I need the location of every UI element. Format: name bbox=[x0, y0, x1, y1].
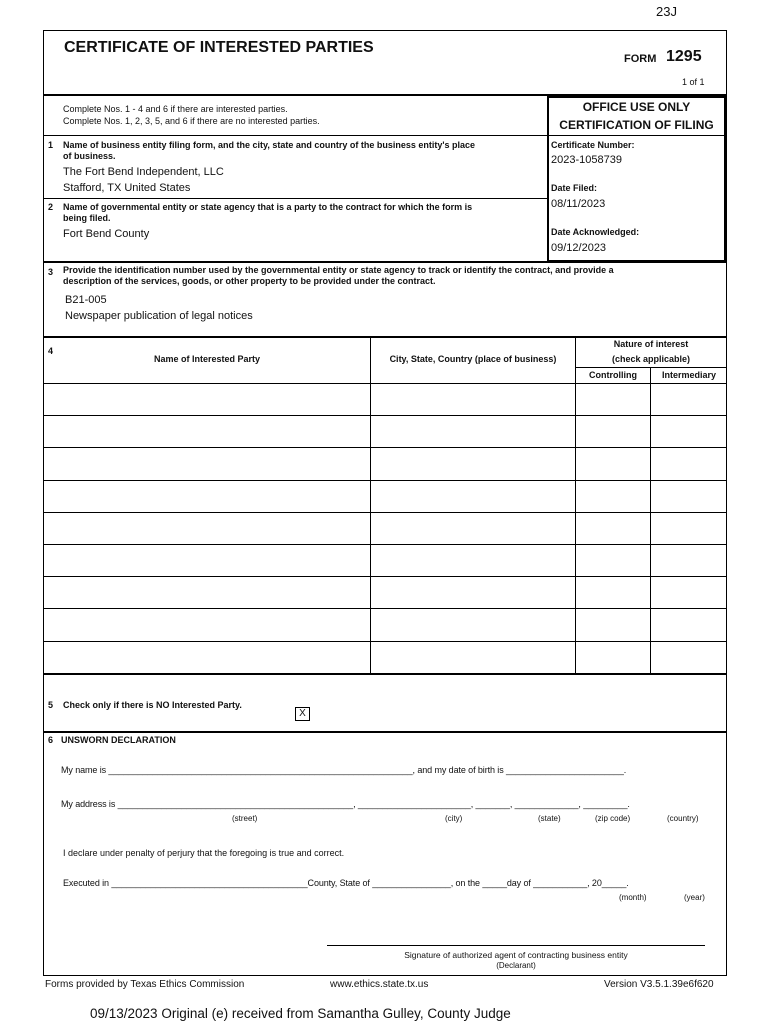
cert-number-label: Certificate Number: bbox=[551, 140, 635, 150]
date-filed-value: 08/11/2023 bbox=[551, 198, 606, 210]
table-row-line bbox=[43, 383, 727, 384]
governmental-entity-name: Fort Bend County bbox=[63, 228, 150, 240]
business-entity-name: The Fort Bend Independent, LLC bbox=[63, 166, 224, 178]
section5-divider bbox=[43, 731, 727, 733]
section3-divider bbox=[43, 336, 727, 338]
sub-year: (year) bbox=[684, 893, 705, 902]
col-header-location: City, State, Country (place of business) bbox=[389, 354, 557, 364]
date-ack-label: Date Acknowledged: bbox=[551, 227, 640, 237]
declaration-text: I declare under penalty of perjury that the foregoing is true and correct. bbox=[63, 848, 345, 858]
col-header-name: Name of Interested Party bbox=[153, 354, 261, 364]
contract-description: Newspaper publication of legal notices bbox=[65, 310, 253, 322]
nature-subheader-line bbox=[575, 367, 727, 368]
section2-number: 2 bbox=[48, 202, 54, 212]
section5-label: Check only if there is NO Interested Party. bbox=[63, 700, 242, 710]
date-ack-value: 09/12/2023 bbox=[551, 242, 607, 254]
office-use-title: OFFICE USE ONLY bbox=[582, 100, 691, 114]
table-row-line bbox=[43, 512, 727, 513]
col-header-intermediary: Intermediary bbox=[661, 370, 717, 380]
form-number: 1295 bbox=[666, 48, 702, 65]
section4-number: 4 bbox=[48, 346, 54, 356]
signature-line bbox=[327, 945, 705, 946]
table-row-line bbox=[43, 415, 727, 416]
sub-month: (month) bbox=[619, 893, 647, 902]
declarant-label: (Declarant) bbox=[496, 961, 536, 970]
section1-divider bbox=[43, 198, 548, 199]
section3-label-a: Provide the identification number used by the governmental entity or state agency to track or identify the contract, and provide a bbox=[63, 265, 614, 275]
sub-city: (city) bbox=[445, 814, 463, 823]
section5-number: 5 bbox=[48, 700, 54, 710]
business-entity-location: Stafford, TX United States bbox=[63, 182, 191, 194]
table-row-line bbox=[43, 608, 727, 609]
instructions-divider bbox=[43, 135, 548, 136]
section3-number: 3 bbox=[48, 267, 54, 277]
form-label: FORM bbox=[624, 53, 657, 65]
certification-title: CERTIFICATION OF FILING bbox=[559, 118, 714, 132]
col-header-controlling: Controlling bbox=[589, 370, 637, 380]
office-use-divider bbox=[547, 135, 726, 136]
signature-label: Signature of authorized agent of contracting business entity bbox=[404, 950, 628, 960]
col-header-nature-sub: (check applicable) bbox=[611, 354, 691, 364]
executed-line[interactable]: Executed in ________________________________________County, State of ________________, on the _____day of ___________, 20_____. bbox=[63, 878, 629, 888]
table-bottom bbox=[43, 673, 727, 675]
table-vline-3 bbox=[650, 367, 651, 674]
address-line[interactable]: My address is ________________________________________________, _______________________, _______, _____________, _________. bbox=[61, 799, 630, 809]
section2-divider bbox=[43, 261, 727, 263]
page-count: 1 of 1 bbox=[682, 77, 705, 87]
section2-label-b: being filed. bbox=[63, 213, 111, 223]
no-interested-party-checkbox[interactable]: X bbox=[295, 707, 310, 721]
received-note: 09/13/2023 Original (e) received from Samantha Gulley, County Judge bbox=[90, 1006, 511, 1021]
table-vline-2 bbox=[575, 336, 576, 674]
cert-number-value: 2023-1058739 bbox=[551, 154, 622, 166]
stamp-top: 23J bbox=[656, 4, 677, 19]
section6-label: UNSWORN DECLARATION bbox=[61, 735, 176, 745]
section1-label-b: of business. bbox=[63, 151, 116, 161]
instructions-line1: Complete Nos. 1 - 4 and 6 if there are interested parties. bbox=[63, 104, 288, 114]
sub-street: (street) bbox=[232, 814, 258, 823]
footer-website[interactable]: www.ethics.state.tx.us bbox=[330, 979, 429, 990]
table-row-line bbox=[43, 576, 727, 577]
instructions-line2: Complete Nos. 1, 2, 3, 5, and 6 if there are no interested parties. bbox=[63, 116, 320, 126]
date-filed-label: Date Filed: bbox=[551, 183, 598, 193]
footer-version: Version V3.5.1.39e6f620 bbox=[604, 979, 714, 990]
table-row-line bbox=[43, 544, 727, 545]
section2-label-a: Name of governmental entity or state agency that is a party to the contract for which the form is bbox=[63, 202, 473, 212]
section1-label-a: Name of business entity filing form, and the city, state and country of the business entity's place bbox=[63, 140, 476, 150]
name-dob-line[interactable]: My name is ______________________________________________________________, and my date of birth is ________________________. bbox=[61, 765, 627, 775]
table-vline-1 bbox=[370, 336, 371, 674]
col-header-nature: Nature of interest bbox=[613, 339, 689, 349]
form-title: CERTIFICATE OF INTERESTED PARTIES bbox=[64, 39, 374, 56]
table-row-line bbox=[43, 480, 727, 481]
sub-zip: (zip code) bbox=[595, 814, 631, 823]
contract-id: B21-005 bbox=[65, 294, 107, 306]
sub-country: (country) bbox=[667, 814, 699, 823]
sub-state: (state) bbox=[538, 814, 561, 823]
section6-number: 6 bbox=[48, 735, 54, 745]
section3-label-b: description of the services, goods, or other property to be provided under the contract. bbox=[63, 276, 436, 286]
section1-number: 1 bbox=[48, 140, 54, 150]
footer-left: Forms provided by Texas Ethics Commission bbox=[45, 979, 245, 990]
table-row-line bbox=[43, 447, 727, 448]
table-row-line bbox=[43, 641, 727, 642]
